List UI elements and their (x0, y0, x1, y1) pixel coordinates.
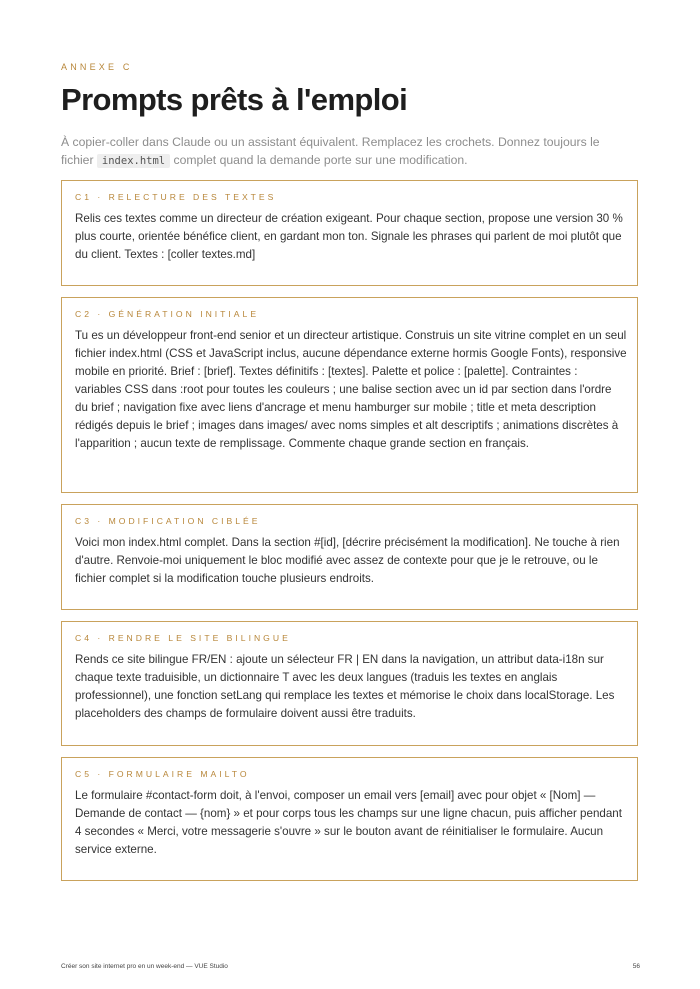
footer-page-number: 56 (632, 963, 640, 970)
prompt-card-label: C1 · RELECTURE DES TEXTES (75, 192, 277, 202)
prompt-card-text: Rends ce site bilingue FR/EN : ajoute un sélecteur FR | EN dans la navigation, un attribut data-i18n sur chaque texte traduisible, un dictionnaire T avec les deux langues (traduis les textes en anglais professionnel), une fonction setLang qui remplace les textes et mémorise le choix dans localStorage. Les placeholders des champs de formulaire doivent aussi être traduits. (75, 653, 615, 720)
intro-paragraph (61, 133, 621, 170)
prompt-card-label: C5 · FORMULAIRE MAILTO (75, 769, 250, 779)
prompt-card-label: C2 · GÉNÉRATION INITIALE (75, 309, 260, 319)
intro-text-end: complet quand la demande porte sur une modification. (170, 153, 468, 167)
intro-code-filename: index.html (97, 154, 170, 168)
prompt-card-text: Le formulaire #contact-form doit, à l'envoi, composer un email vers [email] avec pour objet « [Nom] — Demande de contact — {nom} » et pour corps tous les champs sur une ligne chacun, puis afficher pendant 4 secondes « Merci, votre messagerie s'ouvre » sur le bouton avant de réinitialiser le formulaire. Aucun service externe. (75, 789, 622, 856)
prompt-card-text: Tu es un développeur front-end senior et un directeur artistique. Construis un site vitrine complet en un seul fichier index.html (CSS et JavaScript inclus, aucune dépendance externe hormis Google Fonts), responsive mobile en priorité. Brief : [brief]. Textes définitifs : [textes]. Palette et police : [palette]. Contraintes : variables CSS dans :root pour toutes les couleurs ; une balise section avec un id par section dans l'ordre du brief ; navigation fixe avec liens d'ancrage et menu hamburger sur mobile ; title et meta description rédigés depuis le brief ; images dans images/ avec noms simples et alt descriptifs ; animations discrètes à l'apparition ; aucun texte de remplissage. Commente chaque grande section en français. (75, 329, 627, 450)
prompt-card-c3 (61, 504, 638, 610)
prompt-card-c2 (61, 297, 638, 493)
page-title: Prompts prêts à l'emploi (61, 82, 408, 117)
prompt-card-label: C3 · MODIFICATION CIBLÉE (75, 516, 261, 526)
prompt-card-c4 (61, 621, 638, 746)
prompt-card-text: Voici mon index.html complet. Dans la section #[id], [décrire précisément la modification]. Ne touche à rien d'autre. Renvoie-moi uniquement le bloc modifié avec assez de contexte pour que je le retrouve, ou le fichier complet si la modification touche plusieurs endroits. (75, 536, 620, 585)
footer-book-title: Créer son site internet pro en un week-end — VUE Studio (61, 963, 228, 970)
prompt-card-label: C4 · RENDRE LE SITE BILINGUE (75, 633, 291, 643)
intro-text-start: À copier-coller dans Claude ou un assistant équivalent. Remplacez les crochets. Donnez toujours le fichier (61, 135, 600, 167)
prompt-card-c1 (61, 180, 638, 286)
annex-kicker: ANNEXE C (61, 62, 133, 72)
prompt-card-text: Relis ces textes comme un directeur de création exigeant. Pour chaque section, propose une version 30 % plus courte, orientée bénéfice client, en gardant mon ton. Signale les phrases qui parlent de moi plutôt que du client. Textes : [coller textes.md] (75, 212, 623, 261)
prompt-card-c5 (61, 757, 638, 881)
